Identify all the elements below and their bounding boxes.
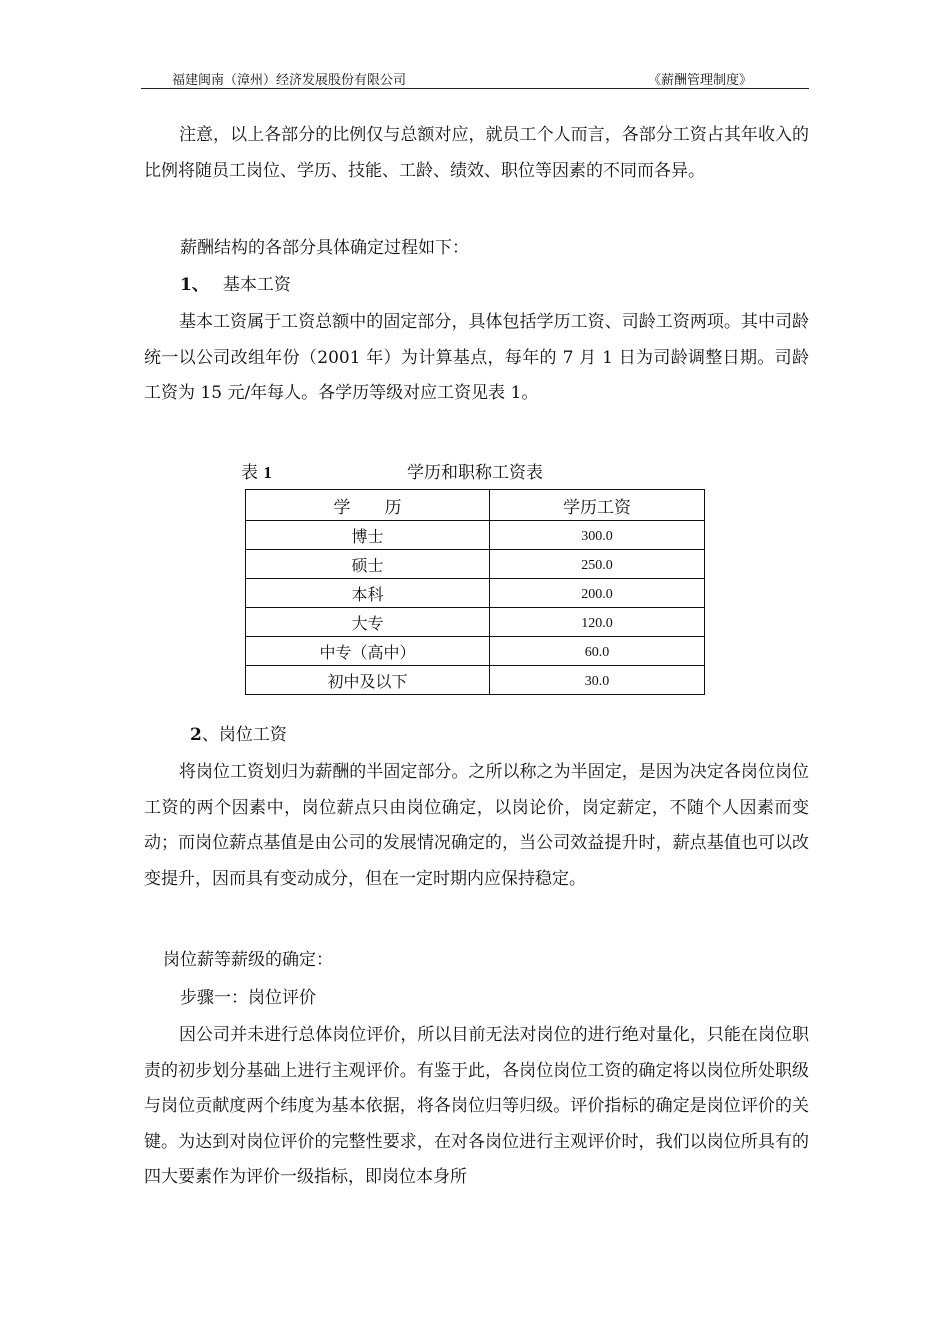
section-title: 、岗位工资 — [201, 725, 287, 745]
wage-cell: 300.0 — [490, 521, 705, 550]
degree-cell: 初中及以下 — [246, 666, 490, 695]
section-number: 1、 — [180, 275, 209, 295]
column-header-wage: 学历工资 — [490, 490, 705, 521]
wage-cell: 60.0 — [490, 637, 705, 666]
table-row — [246, 637, 705, 666]
paragraph-basic-wage: 基本工资属于工资总额中的固定部分，具体包括学历工资、司龄工资两项。其中司龄统一以公司改组年份（2001 年）为计算基点，每年的 7 月 1 日为司龄调整日期。司龄工资为 15 元/年每人。各学历等级对应工资见表 1。 — [144, 312, 809, 403]
table-row — [246, 579, 705, 608]
column-header-degree: 学 历 — [246, 490, 490, 521]
degree-cell: 大专 — [246, 608, 490, 637]
education-wage-table — [245, 489, 705, 695]
header-doc-title: 《薪酬管理制度》 — [648, 73, 753, 88]
paragraph-position-wage: 将岗位工资划归为薪酬的半固定部分。之所以称之为半固定，是因为决定各岗位岗位工资的两个因素中，岗位薪点只由岗位确定，以岗论价，岗定薪定，不随个人因素而变动；而岗位薪点基值是由公司的发展情况确定的，当公司效益提升时，薪点基值也可以改变提升，因而具有变动成分，但在一定时期内应保持稳定。 — [144, 762, 809, 889]
section-heading-position-wage — [190, 720, 287, 745]
table-caption-title: 学历和职称工资表 — [407, 463, 543, 483]
wage-cell: 120.0 — [490, 608, 705, 637]
paragraph-structure-intro: 薪酬结构的各部分具体确定过程如下： — [180, 238, 469, 258]
table-caption-number: 表 1 — [241, 463, 272, 483]
section-title: 基本工资 — [222, 275, 291, 295]
section-heading-basic-wage — [180, 270, 291, 295]
header-company: 福建闽南（漳州）经济发展股份有限公司 — [172, 73, 407, 88]
wage-cell: 30.0 — [490, 666, 705, 695]
degree-cell: 中专（高中） — [246, 637, 490, 666]
header-divider — [141, 88, 809, 89]
paragraph-ratio-note: 注意，以上各部分的比例仅与总额对应，就员工个人而言，各部分工资占其年收入的比例将随员工岗位、学历、技能、工龄、绩效、职位等因素的不同而各异。 — [144, 125, 809, 181]
degree-cell: 本科 — [246, 579, 490, 608]
paragraph-grade-determination: 岗位薪等薪级的确定： — [163, 950, 333, 970]
table-row — [246, 666, 705, 695]
degree-cell: 硕士 — [246, 550, 490, 579]
wage-cell: 250.0 — [490, 550, 705, 579]
paragraph-step-one: 步骤一：岗位评价 — [180, 988, 316, 1008]
wage-cell: 200.0 — [490, 579, 705, 608]
table-row — [246, 608, 705, 637]
paragraph-position-evaluation: 因公司并未进行总体岗位评价，所以目前无法对岗位的进行绝对量化，只能在岗位职责的初步划分基础上进行主观评价。有鉴于此，各岗位岗位工资的确定将以岗位所处职级与岗位贡献度两个纬度为基本依据，将各岗位归等归级。评价指标的确定是岗位评价的关键。为达到对岗位评价的完整性要求，在对各岗位进行主观评价时，我们以岗位所具有的四大要素作为评价一级指标，即岗位本身所 — [144, 1025, 809, 1187]
section-number: 2 — [190, 725, 202, 745]
table-header-row — [246, 490, 705, 521]
table-row — [246, 550, 705, 579]
degree-cell: 博士 — [246, 521, 490, 550]
table-row — [246, 521, 705, 550]
